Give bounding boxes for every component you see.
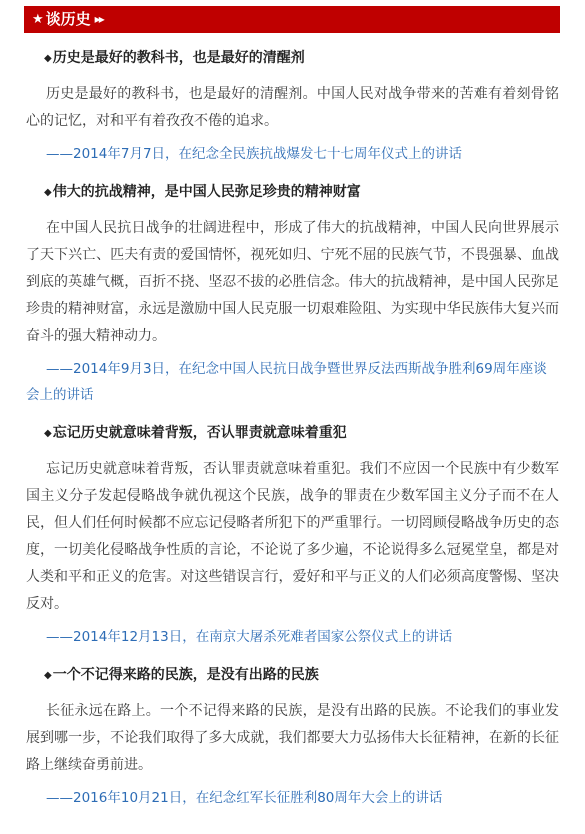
quote-heading — [24, 663, 561, 689]
double-arrow-icon: ▸▸ — [94, 12, 103, 26]
diamond-bullet-icon: ◆ — [44, 428, 52, 439]
diamond-bullet-icon: ◆ — [44, 53, 52, 64]
diamond-bullet-icon: ◆ — [44, 187, 52, 198]
star-icon: ★ — [32, 12, 44, 27]
quote-source: ——2014年9月3日，在纪念中国人民抗日战争暨世界反法西斯战争胜利69周年座谈会上的讲话 — [26, 361, 547, 403]
quote-source: ——2016年10月21日，在纪念红军长征胜利80周年大会上的讲话 — [46, 790, 443, 806]
quote-body: 长征永远在路上。一个不记得来路的民族，是没有出路的民族。不论我们的事业发展到哪一步，不论我们取得了多大成就，我们都要大力弘扬伟大长征精神，在新的长征路上继续奋勇前进。 — [26, 703, 559, 773]
quote-section-3 — [24, 421, 561, 650]
quote-body: 历史是最好的教科书，也是最好的清醒剂。中国人民对战争带来的苦难有着刻骨铭心的记忆，对和平有着孜孜不倦的追求。 — [26, 86, 559, 129]
quote-heading-text: 一个不记得来路的民族，是没有出路的民族 — [52, 667, 319, 683]
quote-section-1 — [24, 46, 561, 167]
quote-heading — [24, 421, 561, 447]
quote-section-4 — [24, 663, 561, 811]
quote-heading — [24, 180, 561, 206]
quote-body: 忘记历史就意味着背叛，否认罪责就意味着重犯。我们不应因一个民族中有少数军国主义分子发起侵略战争就仇视这个民族，战争的罪责在少数军国主义分子而不在人民，但人们任何时候都不应忘记侵略者所犯下的严重罪行。一切罔顾侵略战争历史的态度，一切美化侵略战争性质的言论，不论说了多少遍，不论说得多么冠冕堂皇，都是对人类和平和正义的危害。对这些错误言行，爱好和平与正义的人们必须高度警惕、坚决反对。 — [26, 461, 559, 612]
section-header-title: 谈历史 — [45, 10, 91, 28]
quote-heading — [24, 46, 561, 72]
quote-heading-text: 忘记历史就意味着背叛，否认罪责就意味着重犯 — [52, 425, 347, 441]
quote-source: ——2014年12月13日，在南京大屠杀死难者国家公祭仪式上的讲话 — [46, 629, 453, 645]
diamond-bullet-icon: ◆ — [44, 670, 52, 681]
quote-section-2 — [24, 180, 561, 408]
quote-body: 在中国人民抗日战争的壮阔进程中，形成了伟大的抗战精神，中国人民向世界展示了天下兴亡、匹夫有责的爱国情怀，视死如归、宁死不屈的民族气节，不畏强暴、血战到底的英雄气概，百折不挠、坚忍不拔的必胜信念。伟大的抗战精神，是中国人民弥足珍贵的精神财富，永远是激励中国人民克服一切艰难险阻、为实现中华民族伟大复兴而奋斗的强大精神动力。 — [26, 220, 559, 344]
section-header-bar — [24, 6, 560, 33]
quote-heading-text: 伟大的抗战精神，是中国人民弥足珍贵的精神财富 — [52, 184, 361, 200]
quote-source: ——2014年7月7日，在纪念全民族抗战爆发七十七周年仪式上的讲话 — [46, 146, 463, 162]
quote-heading-text: 历史是最好的教科书，也是最好的清醒剂 — [52, 50, 305, 66]
